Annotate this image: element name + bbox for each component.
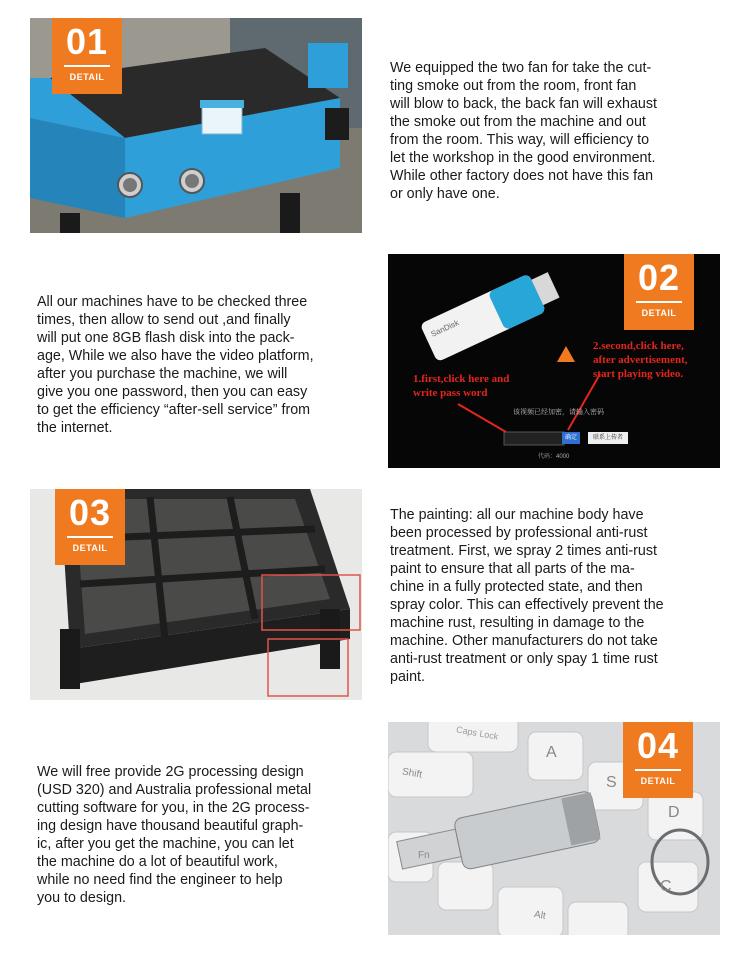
key-fn: Fn xyxy=(418,850,430,861)
badge-label: DETAIL xyxy=(69,72,105,82)
password-prompt: 该视频已经加密，请输入密码 xyxy=(513,409,604,416)
badge-divider xyxy=(635,769,681,771)
contact-uploader-button[interactable]: 联系上传者 xyxy=(592,435,623,441)
badge-label: DETAIL xyxy=(72,543,108,553)
detail-badge-01 xyxy=(52,18,122,94)
badge-label: DETAIL xyxy=(641,308,677,318)
usb-brand: SanDisk xyxy=(429,318,461,339)
key-caps-lock: Caps Lock xyxy=(455,724,500,742)
code-label: 代码：4000 xyxy=(538,454,570,460)
key-a: A xyxy=(546,744,557,761)
badge-label: DETAIL xyxy=(640,776,676,786)
key-d: D xyxy=(668,804,680,821)
annotation-step-2: 2.second,click here, after advertisement, start playing video. xyxy=(593,340,688,380)
annotation-step-1: 1.first,click here and write pass word xyxy=(413,373,510,399)
section-1-text: We equipped the two fan for take the cut- ting smoke out from the room, front fan will blow to back, the back fan will exhaust the smoke out from the machine and out from the room. This way, will efficiency to let the workshop in the good environment. While other factory does not have this fan or only have one. xyxy=(390,60,658,202)
key-shift: Shift xyxy=(401,766,423,781)
badge-divider xyxy=(64,65,110,67)
badge-divider xyxy=(636,301,682,303)
section-2-text: All our machines have to be checked three times, then allow to send out ,and finally will put one 8GB flash disk into the pack- age, While we also have the video platform, after you purchase the machine, we will give you one password, then you can easy to get the efficiency “after-sell service” from the internet. xyxy=(37,294,314,436)
key-c: C xyxy=(660,878,672,895)
badge-number: 04 xyxy=(636,725,680,766)
section-3-text: The painting: all our machine body have been processed by professional anti-rust treatment. First, we spray 2 times anti-rust paint to ensure that all parts of the ma- chine in a fully protected state, and then spray color. This can effectively prevent the machine rust, resulting in damage to the machine. Other manufacturers do not take anti-rust treatment or only spay 1 time rust paint. xyxy=(390,507,664,685)
confirm-button[interactable]: 确定 xyxy=(564,435,577,441)
badge-divider xyxy=(67,536,113,538)
key-s: S xyxy=(606,774,617,791)
detail-badge-04 xyxy=(623,722,693,798)
detail-badge-02 xyxy=(624,254,694,330)
key-alt: Alt xyxy=(533,909,547,922)
section-4-text: We will free provide 2G processing design (USD 320) and Australia professional metal cutting software for you, in the 2G process- ing design have thousand beautiful graph- ic, after you get the machine, you can let the machine do a lot of beautiful work, while no need find the engineer to help you to design. xyxy=(37,764,312,906)
badge-number: 02 xyxy=(637,257,681,298)
badge-number: 01 xyxy=(65,21,109,62)
badge-number: 03 xyxy=(68,492,112,533)
detail-badge-03 xyxy=(55,489,125,565)
